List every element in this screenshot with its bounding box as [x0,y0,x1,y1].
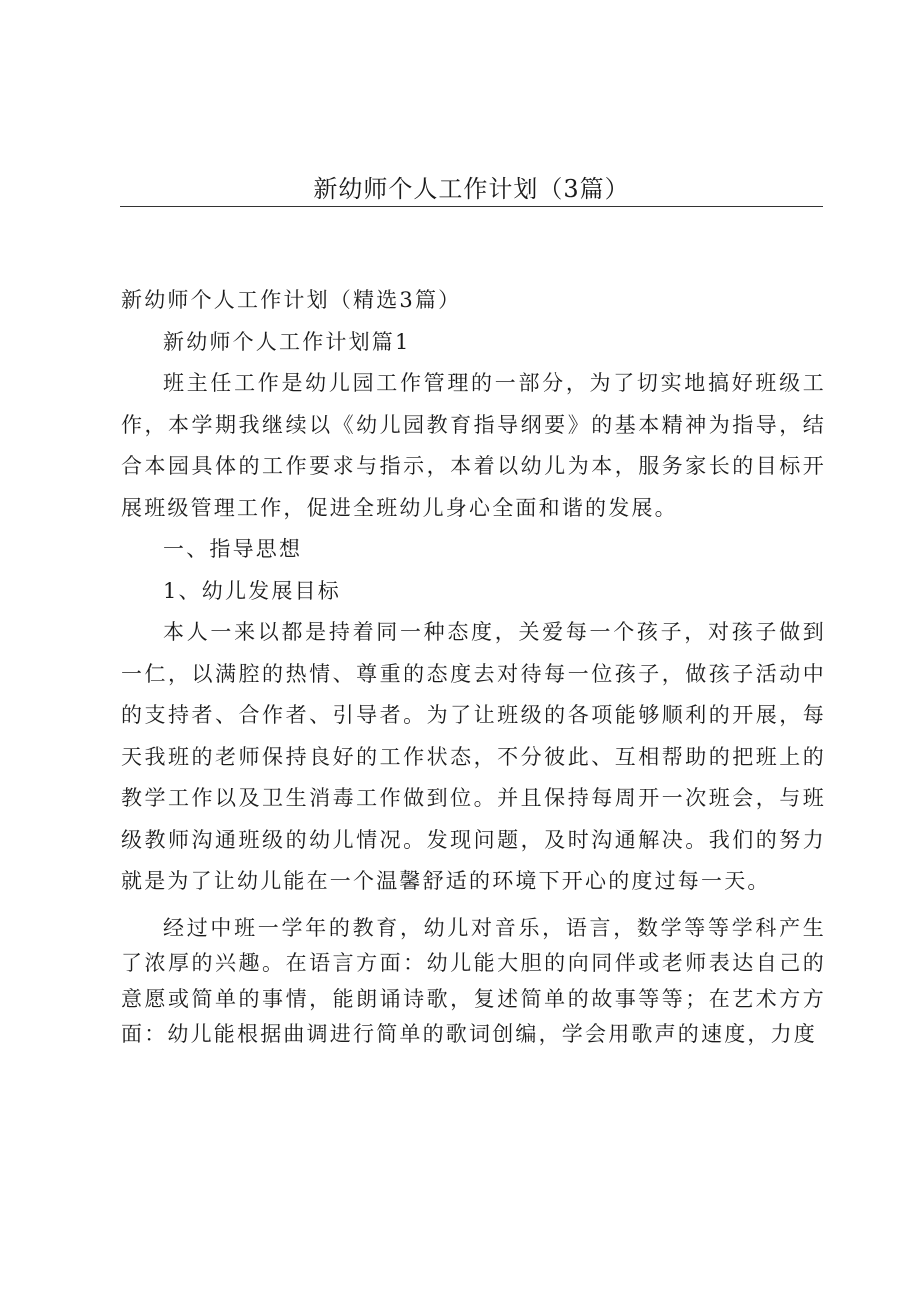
section-heading: 新幼师个人工作计划篇1 [163,329,411,354]
heading-child-development-goals: 1、幼儿发展目标 [163,578,341,603]
title-underline [120,206,823,207]
paragraph-teacher-attitude: 本人一来以都是持着同一种态度，关爱每一个孩子，对孩子做到一仁，以满腔的热情、尊重的态度去对待每一位孩子，做孩子活动中的支持者、合作者、引导者。为了让班级的各项能够顺利的开展，每天我班的老师保持良好的工作状态，不分彼此、互相帮助的把班上的教学工作以及卫生消毒工作做到位。并且保持每周开一次班会，与班级教师沟通班级的幼儿情况。发现问题，及时沟通解决。我们的努力就是为了让幼儿能在一个温馨舒适的环境下开心的度过每一天。 [121,620,826,893]
paragraph-middle-class-education: 经过中班一学年的教育，幼儿对音乐，语言，数学等等学科产生了浓厚的兴趣。在语言方面：幼儿能大胆的向同伴或老师表达自己的意愿或简单的事情，能朗诵诗歌，复述简单的故事等等；在艺术方方面：幼儿能根据曲调进行简单的歌词创编，学会用歌声的速度，力度 [121,915,826,1046]
intro-paragraph: 班主任工作是幼儿园工作管理的一部分，为了切实地搞好班级工作，本学期我继续以《幼儿园教育指导纲要》的基本精神为指导，结合本园具体的工作要求与指示，本着以幼儿为本，服务家长的目标开展班级管理工作，促进全班幼儿身心全面和谐的发展。 [121,371,826,520]
heading-guiding-thought: 一、指导思想 [163,537,303,561]
document-body [121,280,826,1053]
document-subtitle: 新幼师个人工作计划（精选3篇） [121,288,462,312]
document-title: 新幼师个人工作计划（3篇） [313,175,630,203]
